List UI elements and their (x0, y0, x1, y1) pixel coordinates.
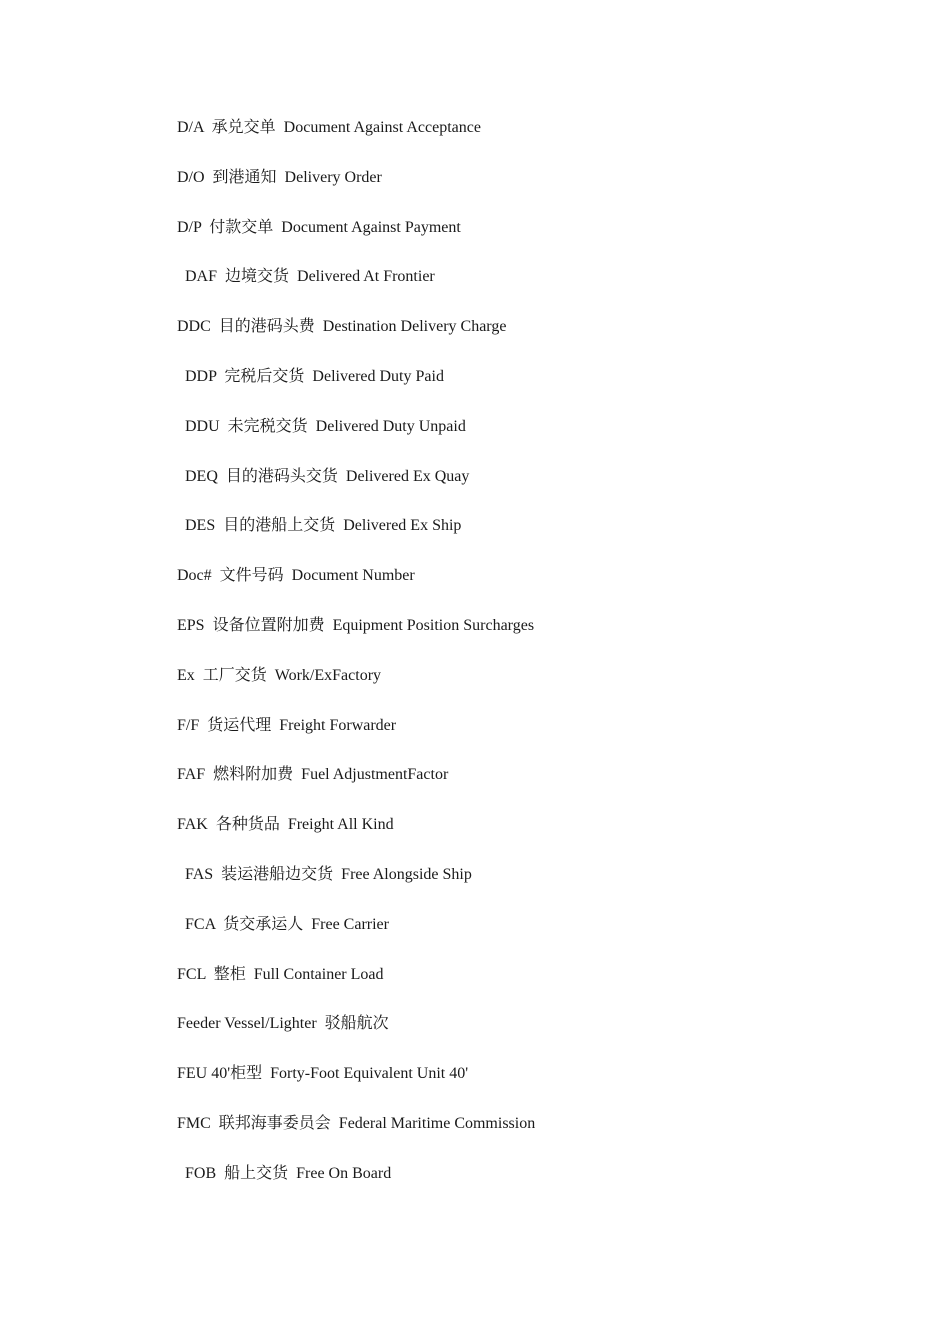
glossary-entry: DDU 未完税交货 Delivered Duty Unpaid (185, 417, 466, 435)
glossary-entry: DES 目的港船上交货 Delivered Ex Ship (185, 517, 462, 535)
glossary-entry: FAF 燃料附加费 Fuel AdjustmentFactor (177, 766, 449, 784)
glossary-entry: D/A 承兑交单 Document Against Acceptance (177, 119, 481, 136)
glossary-entry: DDC 目的港码头费 Destination Delivery Charge (177, 318, 507, 336)
glossary-entry: DAF 边境交货 Delivered At Frontier (185, 268, 435, 286)
glossary-entry: Ex 工厂交货 Work/ExFactory (177, 666, 382, 684)
glossary-entry: FCL 整柜 Full Container Load (177, 965, 384, 983)
glossary-entry: Doc# 文件号码 Document Number (177, 567, 415, 585)
glossary-list (177, 117, 535, 1213)
glossary-entry: Feeder Vessel/Lighter 驳船航次 (177, 1015, 389, 1033)
glossary-entry: FAK 各种货品 Freight All Kind (177, 816, 394, 834)
glossary-entry: FOB 船上交货 Free On Board (185, 1164, 392, 1182)
glossary-entry: EPS 设备位置附加费 Equipment Position Surcharges (177, 616, 535, 634)
glossary-entry: D/O 到港通知 Delivery Order (177, 168, 382, 186)
glossary-entry: FMC 联邦海事委员会 Federal Maritime Commission (177, 1114, 536, 1132)
glossary-entry: FAS 装运港船边交货 Free Alongside Ship (185, 865, 472, 883)
glossary-entry: FCA 货交承运人 Free Carrier (185, 915, 389, 933)
glossary-entry: F/F 货运代理 Freight Forwarder (177, 716, 397, 734)
glossary-entry: DDP 完税后交货 Delivered Duty Paid (185, 367, 444, 385)
glossary-entry: FEU 40'柜型 Forty-Foot Equivalent Unit 40' (177, 1065, 469, 1083)
glossary-entry: DEQ 目的港码头交货 Delivered Ex Quay (185, 467, 470, 485)
glossary-entry: D/P 付款交单 Document Against Payment (177, 218, 461, 236)
